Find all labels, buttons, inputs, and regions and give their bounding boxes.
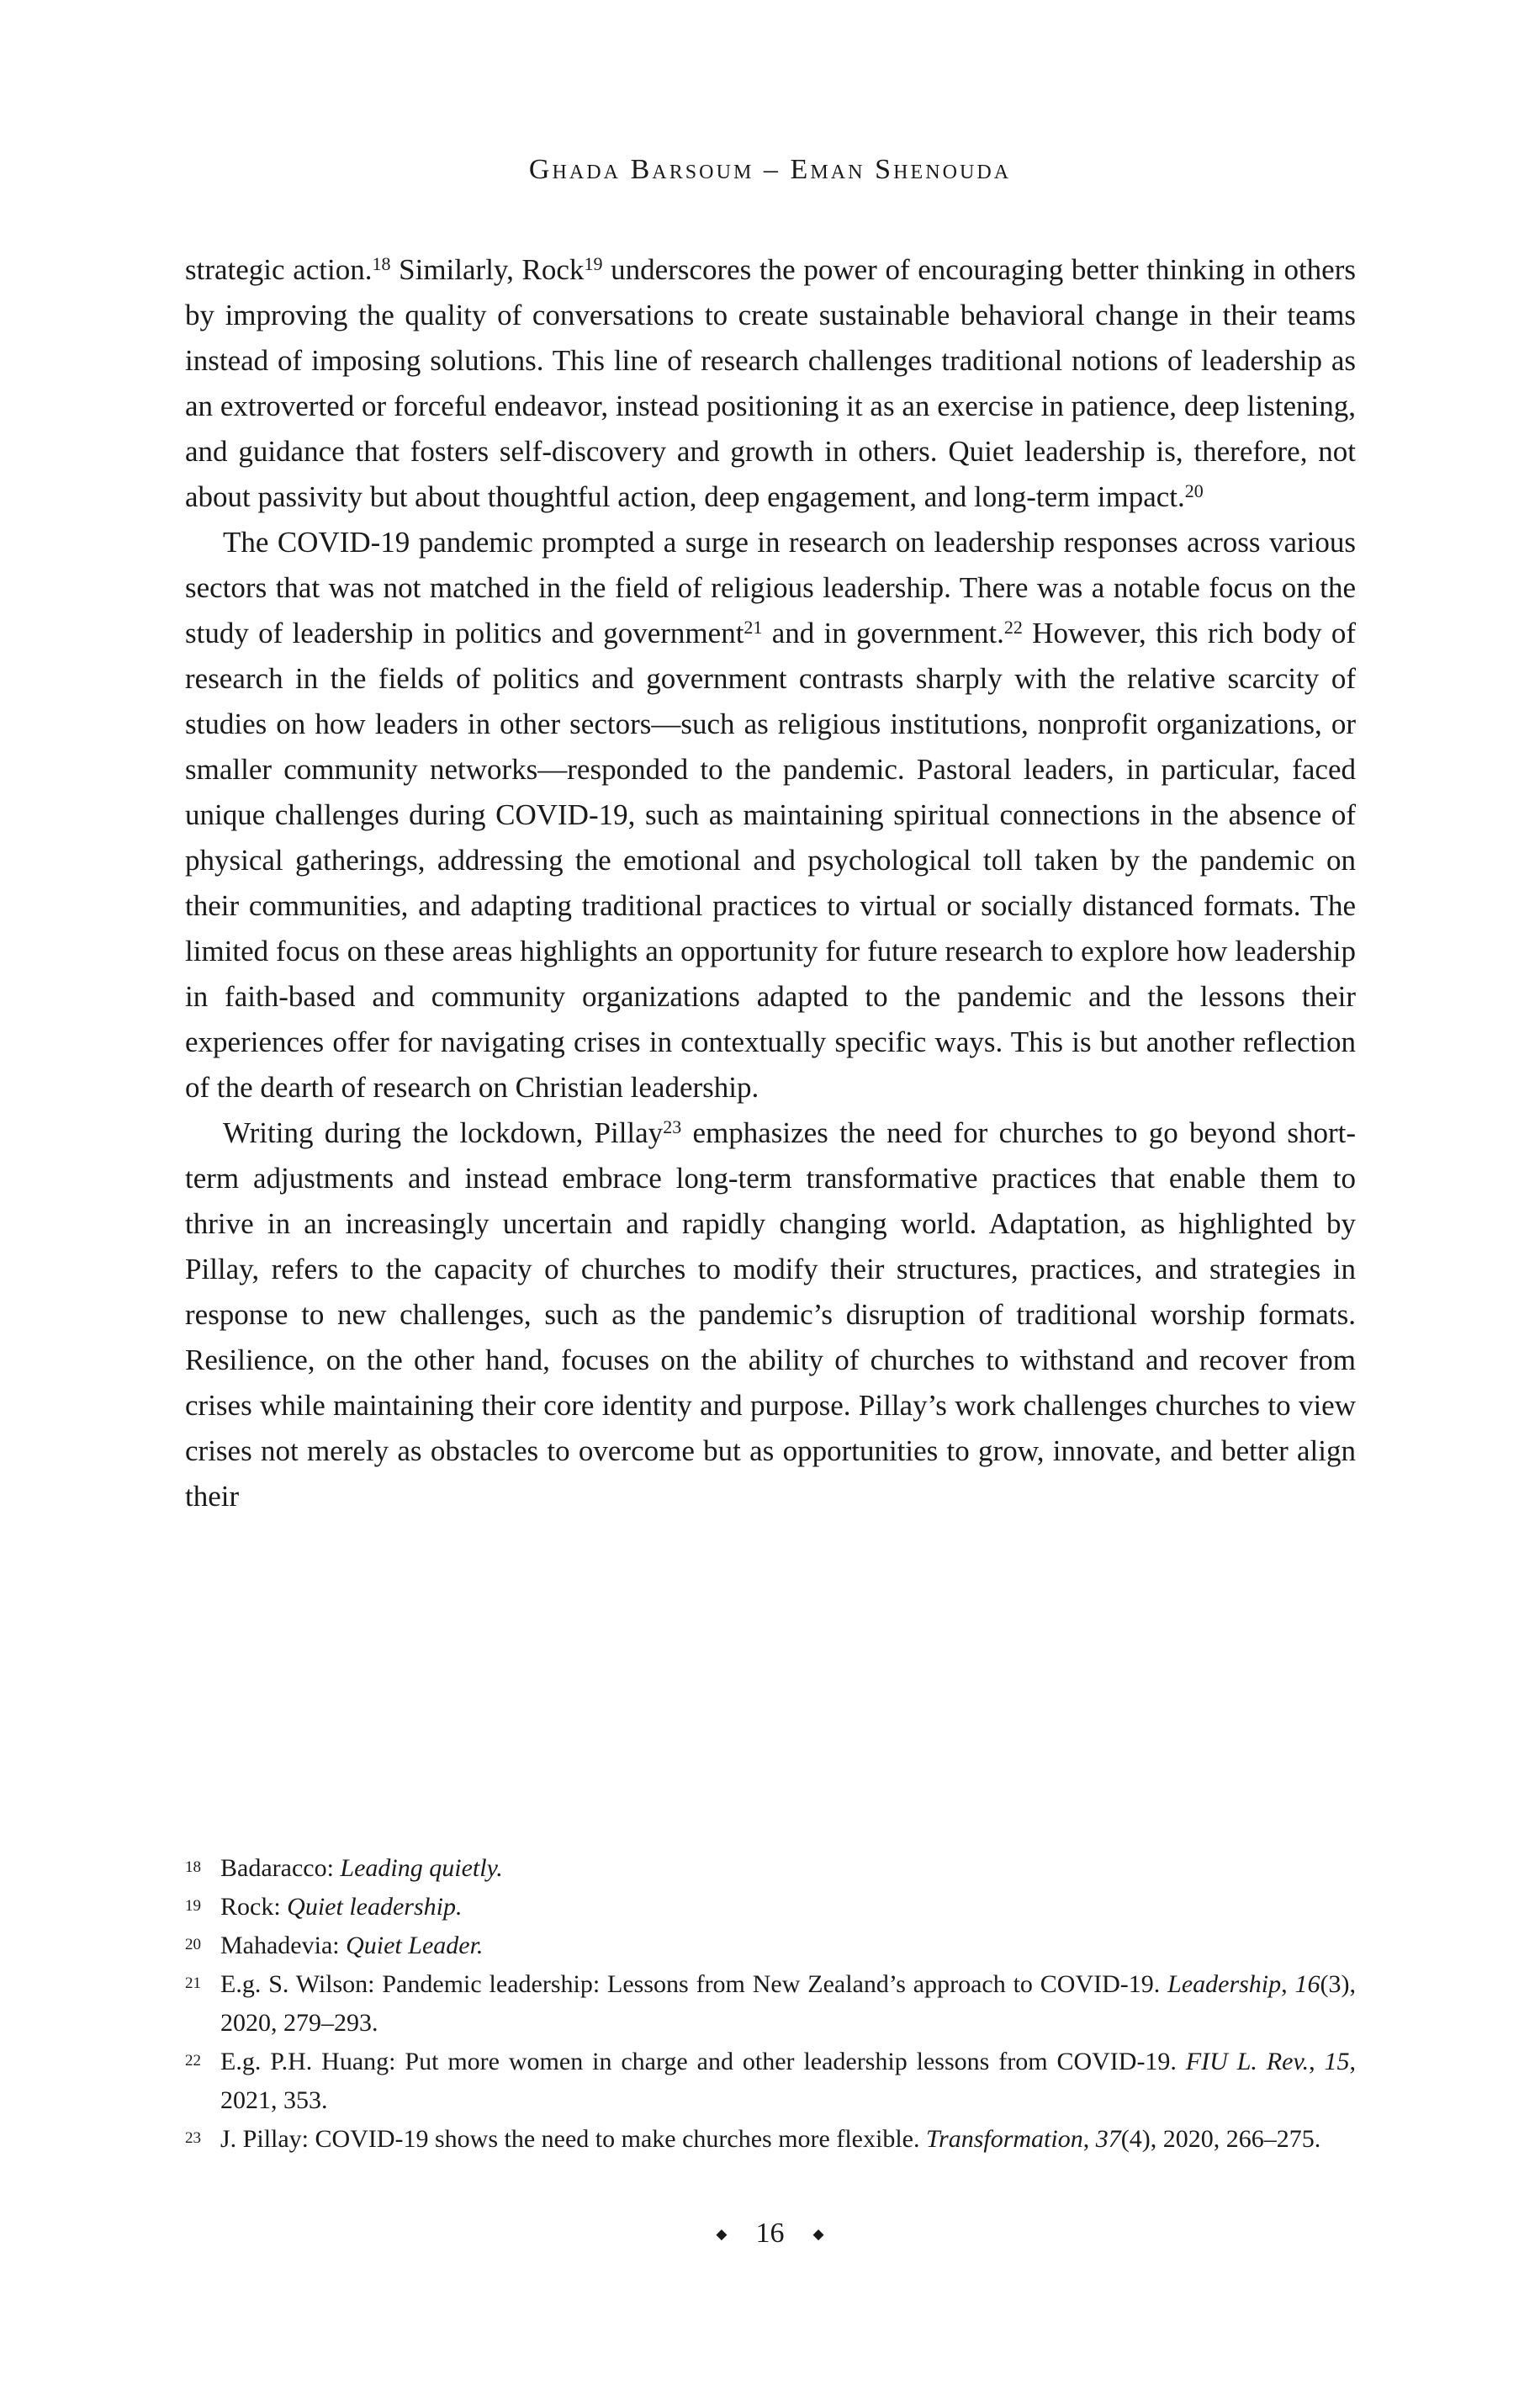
text-run: , xyxy=(1309,2048,1325,2075)
text-run: Mahadevia: xyxy=(220,1932,347,1959)
text-run: Similarly, Rock xyxy=(390,253,585,286)
footnote-number: 19 xyxy=(185,1897,201,1915)
running-header: Ghada Barsoum – Eman Shenouda xyxy=(528,154,1012,185)
text-run: J. Pillay: COVID-19 shows the need to make churches more flexible. xyxy=(220,2125,926,2153)
body-paragraph xyxy=(185,1110,1356,1519)
text-run: E.g. P.H. Huang: Put more women in charge and other leadership lessons from COVID-19. xyxy=(220,2048,1186,2075)
footnote xyxy=(185,2120,1356,2159)
emphasis-text: FIU L. Rev. xyxy=(1185,2048,1310,2075)
text-run: , xyxy=(1281,1970,1295,1998)
emphasis-text: 37 xyxy=(1095,2125,1121,2153)
footnote xyxy=(185,1927,1356,1965)
text-run: (4), 2020, 266–275. xyxy=(1120,2125,1321,2153)
text-run: (3), 2020, 279–293. xyxy=(220,1970,1356,2037)
footnote-ref: 22 xyxy=(1003,617,1023,638)
footnote-number: 22 xyxy=(185,2052,201,2070)
footnote-ref: 18 xyxy=(372,253,391,274)
page-number-ornament-right: ◆ xyxy=(812,2226,824,2242)
footnote-ref: 20 xyxy=(1184,480,1204,501)
footnote xyxy=(185,1965,1356,2043)
footnote-ref: 21 xyxy=(744,617,763,638)
emphasis-text: Leading quietly. xyxy=(340,1854,503,1882)
body-paragraph xyxy=(185,520,1356,1110)
text-run: E.g. S. Wilson: Pandemic leadership: Lessons from New Zealand’s approach to COVID-19. xyxy=(220,1970,1168,1998)
text-run: Badaracco: xyxy=(220,1854,341,1882)
text-run: However, this rich body of research in the fields of politics and government contrasts sharply with the relative scarcity of studies on how leaders in other sectors—such as religious institutions, nonprofit organizations, or smaller community networks—responded to the pandemic. Pastoral leaders, in particular, faced unique challenges during COVID-19, such as maintaining spiritual connections in the absence of physical gatherings, addressing the emotional and psychological toll taken by the pandemic on their communities, and adapting traditional practices to virtual or socially distanced formats. The limited focus on these areas highlights an opportunity for future research to explore how leadership in faith-based and community organizations adapted to the pandemic and the lessons their experiences offer for navigating crises in contextually specific ways. This is but another reflection of the dearth of research on Christian leadership. xyxy=(185,617,1357,1104)
footnote-number: 21 xyxy=(185,1974,201,1992)
emphasis-text: Quiet leadership. xyxy=(287,1893,463,1921)
text-run: Rock: xyxy=(220,1893,288,1921)
text-run: , 2021, 353. xyxy=(220,2048,1356,2114)
emphasis-text: Transformation xyxy=(925,2125,1083,2153)
emphasis-text: 16 xyxy=(1294,1970,1320,1998)
footnote xyxy=(185,1849,1356,1888)
text-run: , xyxy=(1082,2125,1096,2153)
body-text xyxy=(185,247,1356,1519)
footnote xyxy=(185,1888,1356,1927)
footnotes xyxy=(185,1849,1356,2159)
emphasis-text: 15 xyxy=(1324,2048,1350,2075)
body-paragraph xyxy=(185,247,1356,520)
page-number-ornament-left: ◆ xyxy=(716,2226,728,2242)
text-run: The COVID-19 pandemic prompted a surge in research on leadership responses across various sectors that was not matched in the field of religious leadership. There was a notable focus on the study of leadership in politics and government xyxy=(185,526,1356,649)
footnote-ref: 23 xyxy=(663,1116,682,1137)
footnote-ref: 19 xyxy=(584,253,603,274)
page-number-value: 16 xyxy=(755,2218,785,2249)
footnote xyxy=(185,2043,1356,2120)
emphasis-text: Quiet Leader. xyxy=(346,1932,484,1959)
text-run: and in government. xyxy=(762,617,1004,649)
footnote-number: 18 xyxy=(185,1858,201,1876)
footnote-number: 20 xyxy=(185,1936,201,1953)
emphasis-text: Leadership xyxy=(1167,1970,1282,1998)
text-run: underscores the power of encouraging better thinking in others by improving the quality of conversations to create sustainable behavioral change in their teams instead of imposing solutions. This line of research challenges traditional notions of leadership as an extroverted or forceful endeavor, instead positioning it as an exercise in patience, deep listening, and guidance that fosters self-discovery and growth in others. Quiet leadership is, therefore, not about passivity but about thoughtful action, deep engagement, and long-term impact. xyxy=(185,253,1356,513)
footnote-number: 23 xyxy=(185,2129,201,2147)
text-run: strategic action. xyxy=(185,253,373,286)
text-run: Writing during the lockdown, Pillay xyxy=(223,1116,664,1149)
text-run: emphasizes the need for churches to go beyond short-term adjustments and instead embrace long-term transformative practices that enable them to thrive in an increasingly uncertain and rapidly changing world. Adaptation, as highlighted by Pillay, refers to the capacity of churches to modify their structures, practices, and strategies in response to new challenges, such as the pandemic’s disruption of traditional worship formats. Resilience, on the other hand, focuses on the ability of churches to withstand and recover from crises while maintaining their core identity and purpose. Pillay’s work challenges churches to view crises not merely as obstacles to overcome but as opportunities to grow, innovate, and better align their xyxy=(185,1116,1356,1513)
page-number xyxy=(0,2218,1540,2250)
